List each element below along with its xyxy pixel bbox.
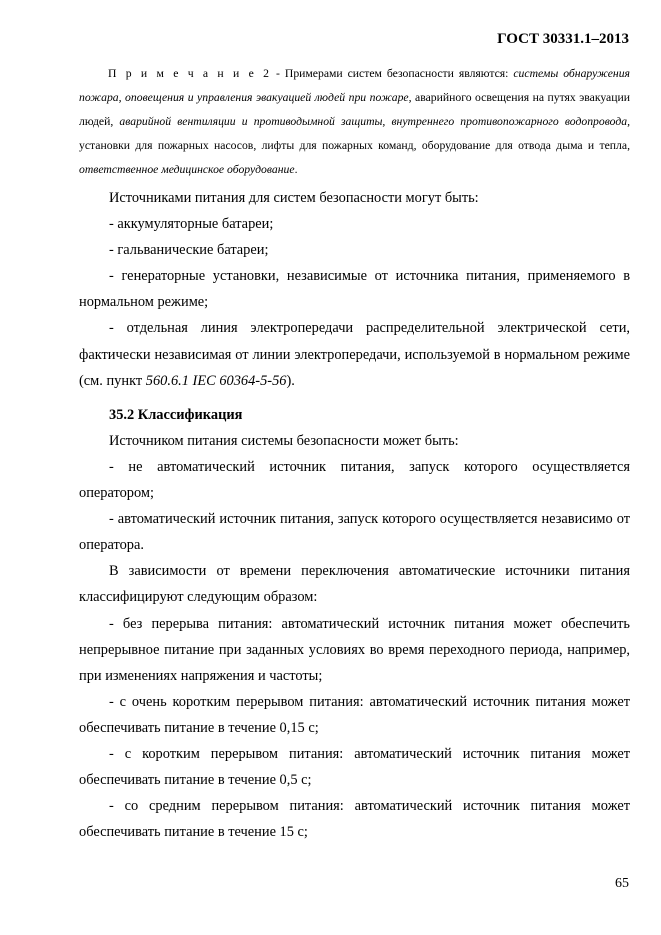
note-italic-1: системы обнаружения пожара, оповещения и управления эвакуацией людей при пожаре, [79, 67, 630, 104]
list-item-switch-3: - с коротким перерывом питания: автоматический источник питания может обеспечивать питание в течение 0,5 с; [79, 745, 630, 789]
page-content [79, 62, 630, 845]
source-4-text: - отдельная линия электропередачи распределительной электрической сети, фактически независимая от линии электропередачи, используемой в нормальном режиме (см. пункт [79, 320, 630, 389]
paragraph-switch-intro: В зависимости от времени переключения автоматические источники питания классифицируют следующим образом: [79, 563, 630, 606]
document-header: ГОСТ 30331.1–2013 [497, 31, 629, 47]
list-item-source-3: - генераторные установки, независимые от источника питания, применяемого в нормальном режиме; [79, 268, 630, 311]
source-4-end: ). [286, 372, 295, 389]
list-item-source-1: - аккумуляторные батареи; [109, 216, 274, 233]
list-item-switch-2: - с очень коротким перерывом питания: автоматический источник питания может обеспечивать питание в течение 0,15 с; [79, 693, 630, 736]
list-item-class-1: - не автоматический источник питания, запуск которого осуществляется оператором; [79, 458, 630, 502]
note-text-2: аварийного освещения на путях эвакуации людей, [79, 91, 630, 128]
paragraph-sources-intro: Источниками питания для систем безопасности могут быть: [109, 190, 479, 206]
list-item-source-2: - гальванические батареи; [109, 242, 269, 259]
list-item-source-4 [79, 315, 630, 393]
note-label: П р и м е ч а н и е 2 [108, 67, 272, 80]
note-text-4: . [294, 163, 298, 176]
paragraph-classification-intro: Источником питания системы безопасности может быть: [109, 432, 459, 449]
note-text-3: установки для пожарных насосов, лифты для пожарных команд, оборудование для отвода дыма и тепла, [79, 139, 630, 152]
note-italic-2: аварийной вентиляции и противодымной защиты, внутреннего противопожарного водопровода, [119, 115, 631, 128]
source-4-reference: 560.6.1 IEC 60364-5-56 [145, 372, 287, 389]
page-number: 65 [615, 876, 629, 891]
list-item-switch-1: - без перерыва питания: автоматический источник питания может обеспечить непрерывное питание при заданных условиях во время переходного периода, например, при изменениях напряжения и частоты; [79, 615, 630, 684]
note-2 [79, 62, 630, 182]
list-item-switch-4: - со средним перерывом питания: автоматический источник питания может обеспечивать питание в течение 15 с; [79, 798, 630, 841]
list-item-class-2: - автоматический источник питания, запуск которого осуществляется независимо от оператора. [79, 511, 630, 554]
note-text: - Примерами систем безопасности являются: [271, 67, 514, 80]
note-italic-3: ответственное медицинское оборудование [79, 163, 295, 176]
section-heading: 35.2 Классификация [109, 406, 243, 423]
